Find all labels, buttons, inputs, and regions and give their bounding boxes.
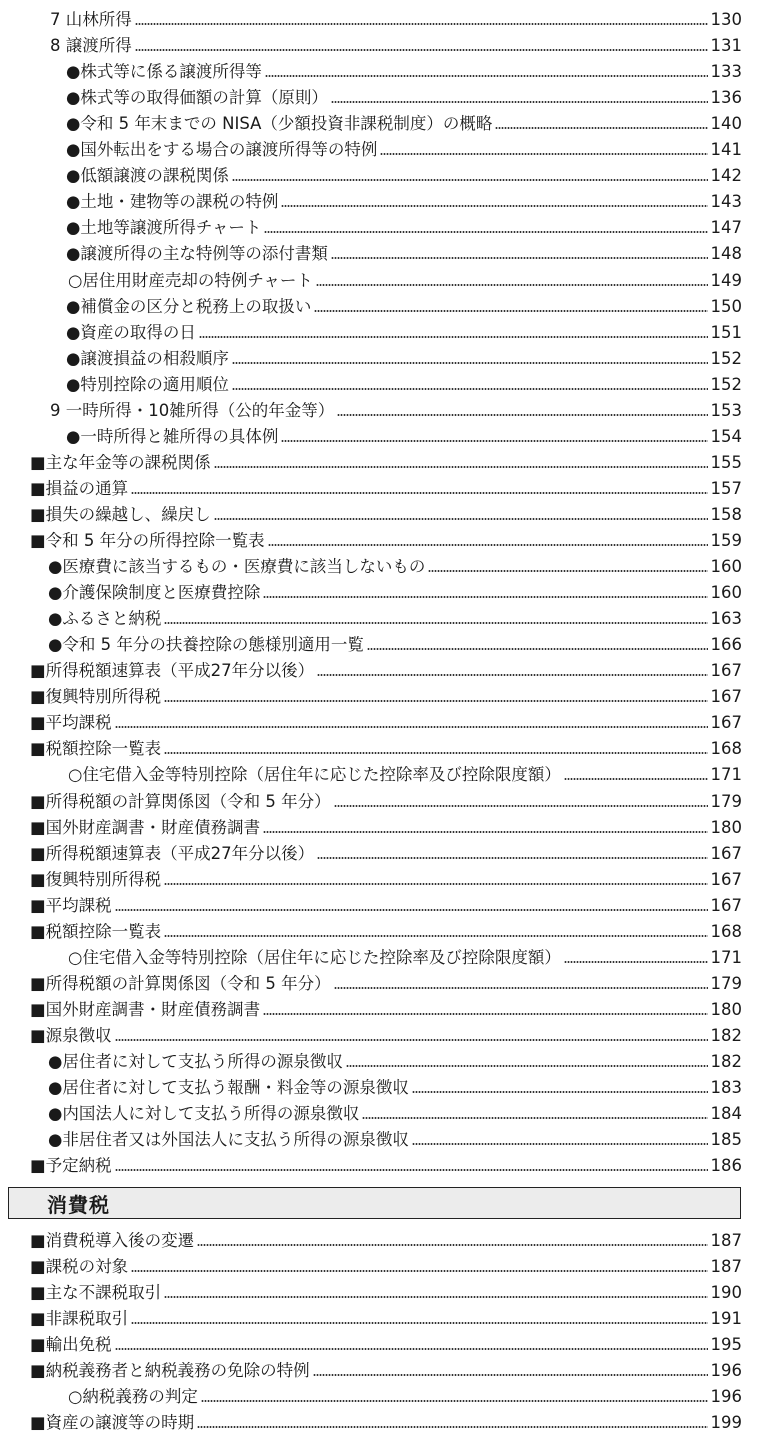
dot-leader bbox=[164, 883, 707, 885]
dot-leader bbox=[115, 726, 708, 728]
toc-entry bbox=[0, 85, 742, 111]
dot-leader bbox=[281, 440, 707, 442]
toc-entry-label: ○住宅借入金等特別控除（居住年に応じた控除率及び控除限度額） bbox=[68, 947, 561, 967]
toc-entry-page: 159 bbox=[710, 531, 742, 550]
toc-entry-page: 131 bbox=[710, 36, 742, 56]
toc-entry-page: 154 bbox=[710, 426, 742, 446]
toc-entry bbox=[0, 971, 742, 997]
dot-leader bbox=[334, 987, 708, 989]
toc-entry-label: ■予定納税 bbox=[30, 1156, 112, 1176]
toc-entry-page: 167 bbox=[710, 895, 742, 915]
toc-entry bbox=[0, 294, 742, 320]
dot-leader bbox=[263, 596, 707, 598]
toc-entry-page: 171 bbox=[710, 765, 742, 785]
toc-entry-label: ●土地等譲渡所得チャート bbox=[66, 218, 262, 238]
dot-leader bbox=[135, 23, 708, 25]
toc-entry-page: 179 bbox=[710, 973, 742, 993]
toc-entry bbox=[0, 528, 742, 554]
toc-entry-page: 153 bbox=[710, 400, 742, 420]
dot-leader bbox=[564, 961, 708, 963]
toc-entry-label: ■消費税導入後の変遷 bbox=[30, 1231, 195, 1250]
toc-entry-label: ●居住者に対して支払う報酬・料金等の源泉徴収 bbox=[48, 1078, 409, 1098]
toc-entry bbox=[0, 945, 742, 971]
toc-entry-page: 166 bbox=[710, 635, 742, 655]
toc-entry-page: 158 bbox=[710, 504, 742, 524]
dot-leader bbox=[314, 310, 707, 312]
toc-entry-page: 167 bbox=[710, 661, 742, 681]
toc-entry bbox=[0, 815, 742, 841]
dot-leader bbox=[232, 179, 708, 181]
dot-leader bbox=[263, 831, 707, 833]
dot-leader bbox=[131, 1270, 707, 1272]
toc-entry-page: 151 bbox=[710, 322, 742, 342]
dot-leader bbox=[199, 336, 708, 338]
toc-entry-page: 130 bbox=[710, 10, 742, 29]
toc-entry-label: 8 譲渡所得 bbox=[50, 36, 132, 56]
dot-leader bbox=[197, 1244, 707, 1246]
toc-entry-label: ●株式等の取得価額の計算（原則） bbox=[66, 88, 328, 108]
toc-entry-page: 167 bbox=[710, 713, 742, 733]
dot-leader bbox=[115, 909, 708, 911]
toc-entry-page: 182 bbox=[710, 1025, 742, 1045]
toc-entry-label: ■国外財産調書・財産債務調書 bbox=[30, 999, 261, 1019]
dot-leader bbox=[263, 1013, 707, 1015]
toc-entry-page: 167 bbox=[710, 869, 742, 889]
toc-entry-page: 157 bbox=[710, 478, 742, 498]
dot-leader bbox=[268, 544, 708, 546]
dot-leader bbox=[428, 570, 707, 572]
toc-entry bbox=[0, 450, 742, 476]
dot-leader bbox=[564, 778, 708, 780]
toc-entry-label: ■所得税額の計算関係図（令和 5 年分） bbox=[30, 973, 331, 993]
toc-entry-label: ■主な不課税取引 bbox=[30, 1283, 162, 1303]
toc-entry-page: 190 bbox=[710, 1283, 742, 1303]
toc-entry-page: 171 bbox=[710, 947, 742, 967]
toc-entry bbox=[0, 476, 742, 502]
toc-entry-page: 199 bbox=[710, 1413, 742, 1433]
toc-entry-label: ■輸出免税 bbox=[30, 1335, 112, 1355]
toc-entry bbox=[0, 372, 742, 398]
toc-entry bbox=[0, 1358, 742, 1384]
toc-entry-page: 167 bbox=[710, 687, 742, 707]
dot-leader bbox=[313, 1374, 708, 1376]
toc-entry-label: ●令和 5 年末までの NISA（少額投資非課税制度）の概略 bbox=[66, 114, 493, 134]
toc-entry bbox=[0, 502, 742, 528]
toc-entry-label: ■損失の繰越し、繰戻し bbox=[30, 504, 211, 524]
toc-entry-label: ●ふるさと納税 bbox=[48, 609, 162, 629]
toc-entry bbox=[0, 1280, 742, 1306]
dot-leader bbox=[214, 466, 708, 468]
toc-entry-label: ■所得税額の計算関係図（令和 5 年分） bbox=[30, 791, 331, 811]
toc-entry bbox=[0, 606, 742, 632]
toc-entry-label: ■国外財産調書・財産債務調書 bbox=[30, 817, 261, 837]
toc-entry-label: ●介護保険制度と医療費控除 bbox=[48, 583, 261, 603]
toc-entry bbox=[0, 1049, 742, 1075]
toc-entry-page: 168 bbox=[710, 739, 742, 759]
toc-entry bbox=[0, 424, 742, 450]
dot-leader bbox=[201, 1400, 708, 1402]
toc-entry-page: 184 bbox=[710, 1104, 742, 1124]
toc-entry-page: 187 bbox=[710, 1231, 742, 1250]
dot-leader bbox=[362, 1117, 707, 1119]
toc-entry-page: 187 bbox=[710, 1257, 742, 1277]
toc-entry-label: ■資産の譲渡等の時期 bbox=[30, 1413, 195, 1433]
toc-entry-label: ■平均課税 bbox=[30, 713, 112, 733]
dot-leader bbox=[214, 518, 708, 520]
toc-entry-page: 160 bbox=[710, 583, 742, 603]
toc-entry-page: 163 bbox=[710, 609, 742, 629]
toc-entry bbox=[0, 736, 742, 762]
toc-entry-label: ●資産の取得の日 bbox=[66, 322, 196, 342]
toc-entry bbox=[0, 1101, 742, 1127]
toc-entry bbox=[0, 580, 742, 606]
toc-entry bbox=[0, 684, 742, 710]
dot-leader bbox=[265, 75, 708, 77]
toc-entry-page: 136 bbox=[710, 88, 742, 108]
dot-leader bbox=[164, 752, 707, 754]
toc-entry-label: ■税額控除一覧表 bbox=[30, 739, 162, 759]
toc-entry-page: 191 bbox=[710, 1309, 742, 1329]
toc-entry-page: 180 bbox=[710, 999, 742, 1019]
dot-leader bbox=[164, 700, 707, 702]
toc-entry bbox=[0, 189, 742, 215]
toc-entry-label: ●譲渡所得の主な特例等の添付書類 bbox=[66, 244, 328, 264]
toc-entry-page: 152 bbox=[710, 374, 742, 394]
toc-entry-label: ●譲渡損益の相殺順序 bbox=[66, 348, 229, 368]
toc-entry-label: ■平均課税 bbox=[30, 895, 112, 915]
toc-entry bbox=[0, 1384, 742, 1410]
toc-entry-label: ■所得税額速算表（平成27年分以後） bbox=[30, 843, 315, 863]
dot-leader bbox=[331, 101, 708, 103]
toc-entry bbox=[0, 111, 742, 137]
dot-leader bbox=[412, 1143, 708, 1145]
toc-entry bbox=[0, 789, 742, 815]
toc-entry-page: 179 bbox=[710, 791, 742, 811]
toc-entry-label: ●補償金の区分と税務上の取扱い bbox=[66, 296, 312, 316]
toc-entry-page: 141 bbox=[710, 140, 742, 160]
toc-entry bbox=[0, 1153, 742, 1179]
toc-entry-label: ■主な年金等の課税関係 bbox=[30, 452, 211, 472]
toc-entry bbox=[0, 33, 742, 59]
toc-entry bbox=[0, 1023, 742, 1049]
toc-entry-label: ■損益の通算 bbox=[30, 478, 129, 498]
dot-leader bbox=[412, 1091, 708, 1093]
toc-entry bbox=[0, 137, 742, 163]
toc-entry bbox=[0, 1332, 742, 1358]
toc-entry-label: ●特別控除の適用順位 bbox=[66, 374, 229, 394]
toc-entry-page: 186 bbox=[710, 1156, 742, 1176]
dot-leader bbox=[164, 1296, 707, 1298]
dot-leader bbox=[281, 205, 707, 207]
toc-entry-label: ●土地・建物等の課税の特例 bbox=[66, 192, 279, 212]
toc-entry-label: ●一時所得と雑所得の具体例 bbox=[66, 426, 279, 446]
toc-entry-label: ■課税の対象 bbox=[30, 1257, 129, 1277]
dot-leader bbox=[367, 648, 708, 650]
dot-leader bbox=[317, 674, 707, 676]
toc-entry bbox=[0, 1127, 742, 1153]
toc-entry-label: ●株式等に係る譲渡所得等 bbox=[66, 62, 262, 82]
toc-entry bbox=[0, 710, 742, 736]
toc-entry bbox=[0, 762, 742, 788]
toc-entry bbox=[0, 1228, 742, 1254]
toc-entry bbox=[0, 1254, 742, 1280]
dot-leader bbox=[164, 622, 707, 624]
toc-entry bbox=[0, 632, 742, 658]
toc-entry-label: ●非居住者又は外国法人に支払う所得の源泉徴収 bbox=[48, 1130, 409, 1150]
toc-entry-label: ■税額控除一覧表 bbox=[30, 921, 162, 941]
dot-leader bbox=[264, 231, 707, 233]
toc-entry bbox=[0, 241, 742, 267]
toc-entry-page: 160 bbox=[710, 557, 742, 577]
toc-entry-label: ●国外転出をする場合の譲渡所得等の特例 bbox=[66, 140, 378, 160]
section-heading-box bbox=[8, 1187, 741, 1219]
toc-entry-label: ●令和 5 年分の扶養控除の態様別適用一覧 bbox=[48, 635, 364, 655]
toc-entry bbox=[0, 268, 742, 294]
toc-entry bbox=[0, 398, 742, 424]
toc-entry-page: 180 bbox=[710, 817, 742, 837]
toc-entry-page: 149 bbox=[710, 270, 742, 290]
toc-entry-label: ■源泉徴収 bbox=[30, 1025, 112, 1045]
dot-leader bbox=[197, 1426, 707, 1428]
toc-entry bbox=[0, 919, 742, 945]
toc-entry-label: 7 山林所得 bbox=[50, 10, 132, 29]
toc-entry-label: ●内国法人に対して支払う所得の源泉徴収 bbox=[48, 1104, 360, 1124]
toc-entry-label: ■非課税取引 bbox=[30, 1309, 129, 1329]
toc-entry-label: 9 一時所得・10雑所得（公的年金等） bbox=[50, 400, 335, 420]
dot-leader bbox=[380, 153, 707, 155]
dot-leader bbox=[495, 127, 707, 129]
dot-leader bbox=[232, 362, 708, 364]
toc-entry-label: ○住宅借入金等特別控除（居住年に応じた控除率及び控除限度額） bbox=[68, 765, 561, 785]
toc-entry bbox=[0, 215, 742, 241]
toc-entry bbox=[0, 1075, 742, 1101]
toc-entry bbox=[0, 320, 742, 346]
dot-leader bbox=[164, 935, 707, 937]
toc-entry bbox=[0, 841, 742, 867]
toc-entry bbox=[0, 893, 742, 919]
toc-entry-label: ■復興特別所得税 bbox=[30, 687, 162, 707]
section-heading: 消費税 bbox=[47, 1192, 110, 1217]
toc-entry bbox=[0, 867, 742, 893]
toc-entry-page: 142 bbox=[710, 166, 742, 186]
toc-entry-page: 168 bbox=[710, 921, 742, 941]
toc-entry bbox=[0, 1306, 742, 1332]
dot-leader bbox=[346, 1065, 708, 1067]
toc-entry-label: ■復興特別所得税 bbox=[30, 869, 162, 889]
toc-entry-page: 140 bbox=[710, 114, 742, 134]
toc-entry-page: 150 bbox=[710, 296, 742, 316]
toc-entry-page: 148 bbox=[710, 244, 742, 264]
toc-entry-page: 133 bbox=[710, 62, 742, 82]
toc-entry bbox=[0, 346, 742, 372]
toc-entry-label: ●医療費に該当するもの・医療費に該当しないもの bbox=[48, 557, 426, 577]
toc-entry-page: 183 bbox=[710, 1078, 742, 1098]
toc-entry-label: ■令和 5 年分の所得控除一覧表 bbox=[30, 531, 265, 550]
dot-leader bbox=[115, 1348, 708, 1350]
toc-entry-page: 196 bbox=[710, 1361, 742, 1381]
dot-leader bbox=[316, 284, 708, 286]
toc-entry-page: 195 bbox=[710, 1335, 742, 1355]
dot-leader bbox=[337, 414, 707, 416]
dot-leader bbox=[331, 257, 708, 259]
toc-entry-label: ○居住用財産売却の特例チャート bbox=[68, 270, 313, 290]
toc-entry-page: 152 bbox=[710, 348, 742, 368]
toc-entry-page: 196 bbox=[710, 1387, 742, 1407]
toc-entry bbox=[0, 7, 742, 33]
toc-entry-label: ■所得税額速算表（平成27年分以後） bbox=[30, 661, 315, 681]
toc-entry-label: ○納税義務の判定 bbox=[68, 1387, 198, 1407]
toc-entry-page: 167 bbox=[710, 843, 742, 863]
dot-leader bbox=[115, 1169, 708, 1171]
dot-leader bbox=[131, 1322, 707, 1324]
toc-entry-label: ■納税義務者と納税義務の免除の特例 bbox=[30, 1361, 310, 1381]
dot-leader bbox=[131, 492, 707, 494]
toc-entry-label: ●低額譲渡の課税関係 bbox=[66, 166, 229, 186]
toc-entry bbox=[0, 554, 742, 580]
toc-entry-page: 182 bbox=[710, 1052, 742, 1071]
dot-leader bbox=[334, 805, 708, 807]
toc-entry-page: 155 bbox=[710, 452, 742, 472]
dot-leader bbox=[135, 49, 708, 51]
toc-entry bbox=[0, 1410, 742, 1436]
toc-entry bbox=[0, 997, 742, 1023]
toc-entry-label: ●居住者に対して支払う所得の源泉徴収 bbox=[48, 1052, 343, 1071]
dot-leader bbox=[317, 857, 707, 859]
dot-leader bbox=[232, 388, 708, 390]
toc-entry bbox=[0, 658, 742, 684]
toc-entry bbox=[0, 59, 742, 85]
toc-entry-page: 185 bbox=[710, 1130, 742, 1150]
toc-entry bbox=[0, 163, 742, 189]
toc-entry-page: 147 bbox=[710, 218, 742, 238]
dot-leader bbox=[115, 1039, 708, 1041]
toc-entry-page: 143 bbox=[710, 192, 742, 212]
